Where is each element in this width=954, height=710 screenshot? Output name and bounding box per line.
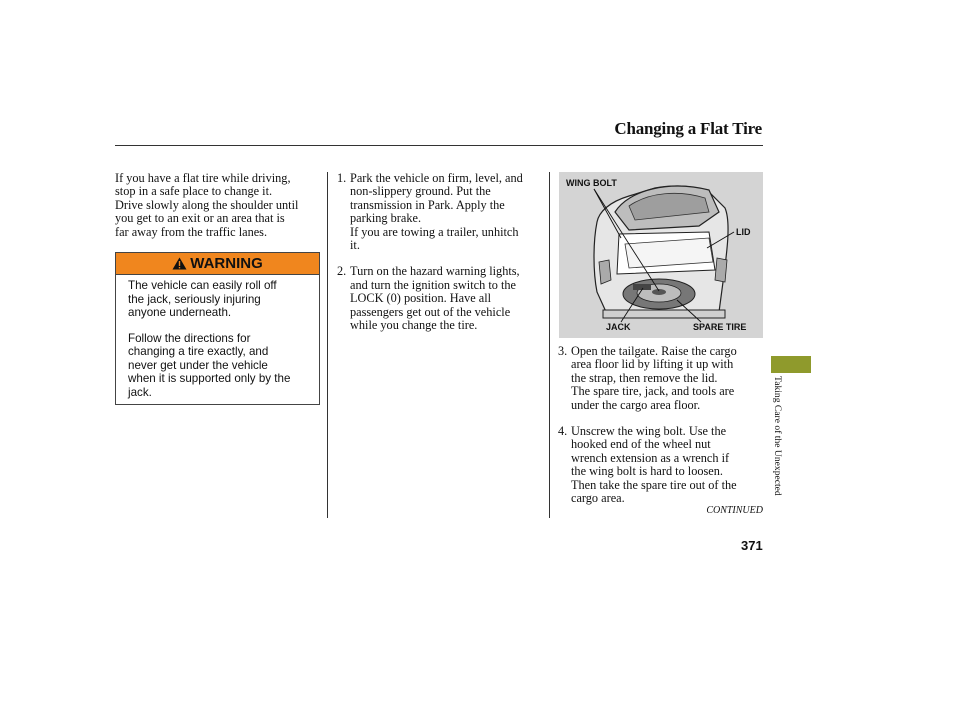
warning-paragraph <box>128 332 309 400</box>
warning-title: WARNING <box>190 255 263 272</box>
warning-line: the jack, seriously injuring <box>128 292 261 306</box>
warning-triangle-icon <box>172 257 187 270</box>
step-line: transmission in Park. Apply the <box>350 197 505 212</box>
section-title: Taking Care of the Unexpected <box>772 376 783 496</box>
header-divider <box>115 145 763 146</box>
page-title: Changing a Flat Tire <box>614 119 762 138</box>
step-line: Park the vehicle on firm, level, and <box>350 171 523 185</box>
step-line: the strap, then remove the lid. <box>571 370 718 385</box>
steps-column-middle <box>337 172 545 345</box>
step-line: and turn the ignition switch to the <box>350 277 516 292</box>
figure-label-wing-bolt: WING BOLT <box>566 178 617 188</box>
step-number: 4. <box>558 424 568 439</box>
warning-line: never get under the vehicle <box>128 358 268 372</box>
intro-line: Drive slowly along the shoulder until <box>115 197 299 212</box>
warning-body <box>116 275 319 399</box>
intro-line: far away from the traffic lanes. <box>115 224 268 239</box>
warning-paragraph <box>128 279 309 320</box>
step-line: Open the tailgate. Raise the cargo <box>571 344 737 358</box>
steps-column-right <box>558 345 764 518</box>
step-line: If you are towing a trailer, unhitch <box>350 224 519 239</box>
step-line: the wing bolt is hard to loosen. <box>571 464 723 479</box>
warning-banner <box>116 253 319 275</box>
section-side-label <box>770 376 784 526</box>
step-line: wrench extension as a wrench if <box>571 450 730 465</box>
figure-label-lid: LID <box>736 227 751 237</box>
warning-line: anyone underneath. <box>128 306 232 319</box>
step-text <box>350 172 545 252</box>
figure-label-spare-tire: SPARE TIRE <box>693 322 747 332</box>
page-number: 371 <box>741 538 763 553</box>
step-text <box>571 425 764 505</box>
step-line: area floor lid by lifting it up with <box>571 357 734 372</box>
warning-line: The vehicle can easily roll off <box>128 279 277 292</box>
step-number: 1. <box>337 171 347 185</box>
step-number: 2. <box>337 264 347 279</box>
step-line: it. <box>350 238 360 253</box>
step-4 <box>558 425 764 505</box>
intro-paragraph <box>115 172 321 239</box>
warning-line: jack. <box>128 385 152 399</box>
step-line: LOCK (0) position. Have all <box>350 291 492 306</box>
warning-line: Follow the directions for <box>128 331 251 345</box>
warning-box <box>115 252 320 405</box>
step-text <box>571 345 764 412</box>
warning-line: when it is supported only by the <box>128 372 291 385</box>
vehicle-rear-illustration <box>559 172 763 338</box>
step-line: The spare tire, jack, and tools are <box>571 384 735 399</box>
step-line: Unscrew the wing bolt. Use the <box>571 424 727 439</box>
step-3 <box>558 345 764 412</box>
section-tab-marker <box>771 356 811 373</box>
column-divider-left <box>327 172 328 518</box>
figure-label-jack: JACK <box>606 322 631 332</box>
step-line: cargo area. <box>571 491 625 506</box>
column-divider-right <box>549 172 550 518</box>
continued-label: CONTINUED <box>706 505 763 516</box>
step-line: passengers get out of the vehicle <box>350 304 511 319</box>
intro-line: If you have a flat tire while driving, <box>115 171 291 185</box>
step-line: parking brake. <box>350 211 422 226</box>
step-2 <box>337 265 545 332</box>
step-line: non-slippery ground. Put the <box>350 184 491 199</box>
intro-line: you get to an exit or an area that is <box>115 211 285 226</box>
step-line: under the cargo area floor. <box>571 397 701 412</box>
step-line: hooked end of the wheel nut <box>571 437 711 452</box>
intro-line: stop in a safe place to change it. <box>115 184 273 199</box>
step-1 <box>337 172 545 252</box>
step-line: while you change the tire. <box>350 318 478 333</box>
step-line: Then take the spare tire out of the <box>571 477 737 492</box>
warning-line: changing a tire exactly, and <box>128 345 269 358</box>
step-number: 3. <box>558 344 568 358</box>
cargo-area-illustration <box>559 172 763 338</box>
step-text <box>350 265 545 332</box>
step-line: Turn on the hazard warning lights, <box>350 264 520 279</box>
